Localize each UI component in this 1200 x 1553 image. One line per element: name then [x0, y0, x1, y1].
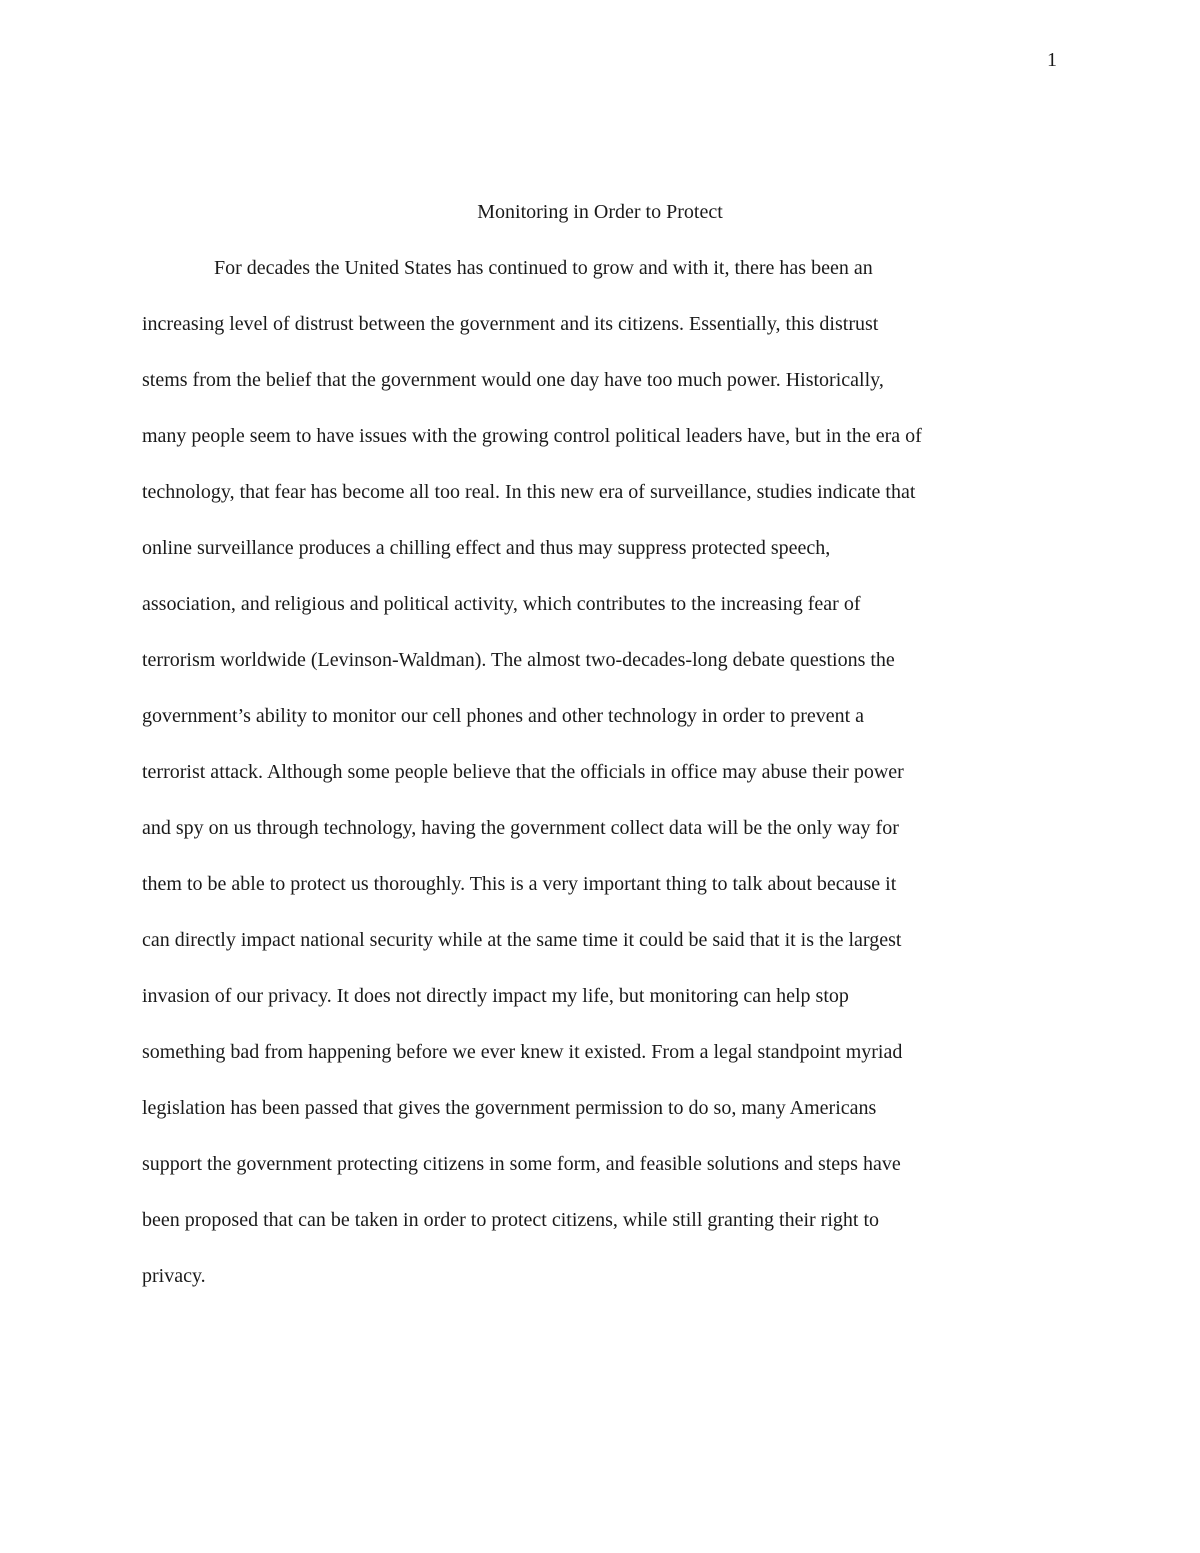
page-number: 1 — [1047, 49, 1057, 71]
paragraph-line: support the government protecting citizens in some form, and feasible solutions and steps have — [142, 1153, 901, 1175]
paragraph-line: them to be able to protect us thoroughly. This is a very important thing to talk about because it — [142, 873, 897, 895]
paragraph-line: terrorism worldwide (Levinson-Waldman). The almost two-decades-long debate questions the — [142, 649, 895, 671]
paragraph-line: online surveillance produces a chilling effect and thus may suppress protected speech, — [142, 537, 831, 559]
paragraph-line: terrorist attack. Although some people believe that the officials in office may abuse their power — [142, 761, 904, 783]
paragraph-line: government’s ability to monitor our cell phones and other technology in order to prevent a — [142, 705, 865, 727]
paragraph-line: technology, that fear has become all too real. In this new era of surveillance, studies indicate that — [142, 481, 916, 503]
paragraph-line: privacy. — [142, 1265, 206, 1287]
paragraph-line: been proposed that can be taken in order to protect citizens, while still granting their right to — [142, 1209, 880, 1231]
paragraph-line: invasion of our privacy. It does not directly impact my life, but monitoring can help stop — [142, 985, 849, 1007]
paragraph-line: association, and religious and political activity, which contributes to the increasing fear of — [142, 593, 861, 615]
paragraph-line: For decades the United States has continued to grow and with it, there has been an — [214, 257, 873, 279]
paragraph-line: stems from the belief that the government would one day have too much power. Historically, — [142, 369, 884, 391]
paragraph-line: legislation has been passed that gives the government permission to do so, many Americans — [142, 1097, 877, 1119]
document-title: Monitoring in Order to Protect — [477, 201, 723, 223]
paragraph-line: increasing level of distrust between the government and its citizens. Essentially, this distrust — [142, 313, 879, 335]
paragraph-line: many people seem to have issues with the growing control political leaders have, but in the era of — [142, 425, 922, 447]
paragraph-line: something bad from happening before we ever knew it existed. From a legal standpoint myriad — [142, 1041, 903, 1063]
paragraph-line: and spy on us through technology, having the government collect data will be the only way for — [142, 817, 899, 839]
paragraph-line: can directly impact national security while at the same time it could be said that it is the largest — [142, 929, 902, 951]
